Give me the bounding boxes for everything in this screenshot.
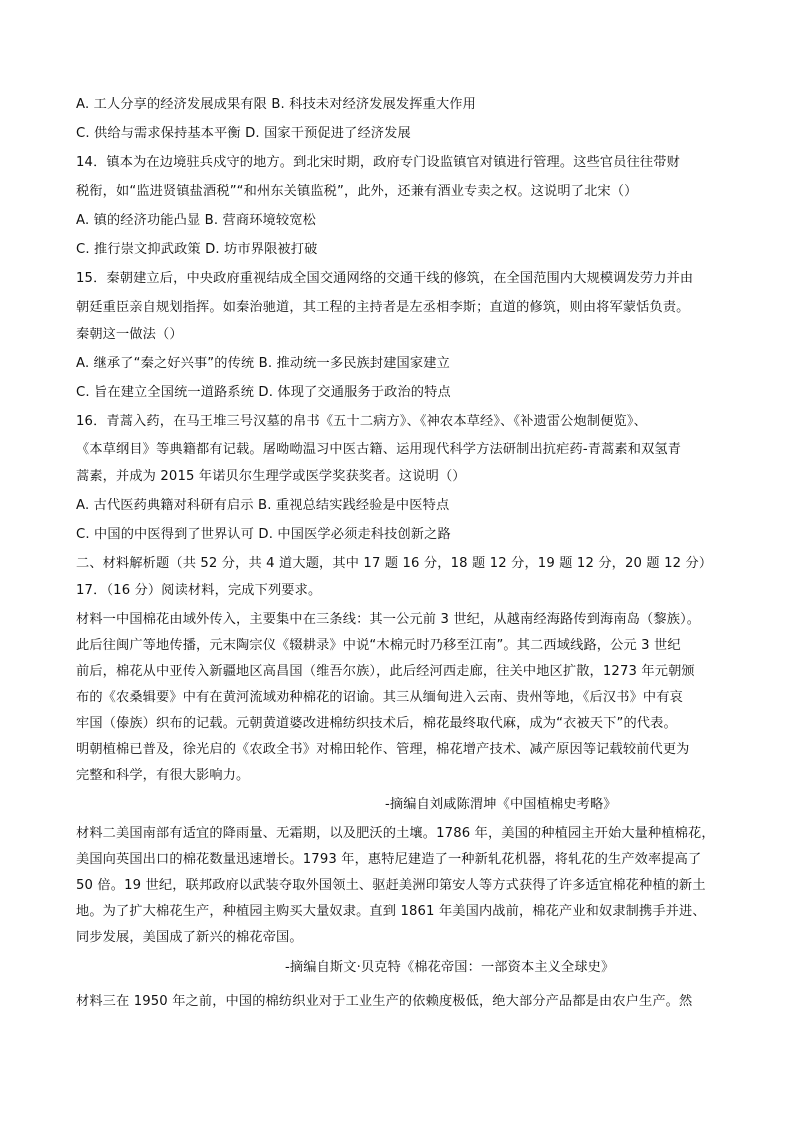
material-1-line: 明朝植棉已普及，徐光启的《农政全书》对棉田轮作、管理，棉花增产技术、减产原因等记载较前代更为 <box>76 742 690 757</box>
material-1-line: 材料一中国棉花由域外传入，主要集中在三条线：其一公元前 3 世纪，从越南经海路传到海南岛（黎族）。 <box>76 612 701 627</box>
material-2-line: 美国向英国出口的棉花数量迅速增长。1793 年，惠特尼建造了一种新轧花机器，将轧花的生产效率提高了 <box>76 852 702 867</box>
option-line: C. 中国的中医得到了世界认可 D. 中国医学必须走科技创新之路 <box>76 527 451 542</box>
material-3-line: 材料三在 1950 年之前，中国的棉纺织业对于工业生产的依赖度极低，绝大部分产品都是由农户生产。然 <box>76 994 693 1009</box>
option-line: A. 继承了“秦之好兴事”的传统 B. 推动统一多民族封建国家建立 <box>76 356 450 371</box>
question-14-line: 14．镇本为在边境驻兵戍守的地方。到北宋时期，政府专门设监镇官对镇进行管理。这些官员往往带财 <box>76 155 680 170</box>
question-15-line: 秦朝这一做法（） <box>76 327 183 342</box>
material-2-line: 地。为了扩大棉花生产，种植园主购买大量奴隶。直到 1861 年美国内战前，棉花产业和奴隶制携手并进、 <box>76 904 706 919</box>
material-1-line: 此后往闽广等地传播，元末陶宗仪《辍耕录》中说“木棉元时乃移至江南”。其二西域线路，公元 3 世纪 <box>76 638 681 653</box>
material-1-line: 牢国（傣族）织布的记载。元朝黄道婆改进棉纺织技术后，棉花最终取代麻，成为“衣被天下”的代表。 <box>76 716 677 731</box>
material-2-source: -摘编自斯文·贝克特《棉花帝国：一部资本主义全球史》 <box>285 960 615 975</box>
material-2-line: 同步发展，美国成了新兴的棉花帝国。 <box>76 930 303 945</box>
material-2-line: 材料二美国南部有适宜的降雨量、无霜期，以及肥沃的土壤。1786 年，美国的种植园主开始大量种植棉花， <box>76 826 715 841</box>
question-17-heading: 17．（16 分）阅读材料，完成下列要求。 <box>76 583 322 598</box>
material-1-line: 完整和科学，有很大影响力。 <box>76 768 250 783</box>
material-1-source: -摘编自刘咸陈渭坤《中国植棉史考略》 <box>385 797 617 812</box>
question-15-line: 朝廷重臣亲自规划指挥。如秦治驰道，其工程的主持者是左丞相李斯；直道的修筑，则由将军蒙恬负责。 <box>76 300 690 315</box>
question-16-line: 《本草纲目》等典籍都有记载。屠呦呦温习中医古籍、运用现代科学方法研制出抗疟药-青蒿素和双氢青 <box>76 442 682 457</box>
option-line: A. 古代医药典籍对科研有启示 B. 重视总结实践经验是中医特点 <box>76 498 450 513</box>
section-heading: 二、材料解析题（共 52 分，共 4 道大题，其中 17 题 16 分，18 题 12 分，19 题 12 分，20 题 12 分） <box>76 556 713 571</box>
option-line: C. 供给与需求保持基本平衡 D. 国家干预促进了经济发展 <box>76 126 411 141</box>
question-16-line: 蒿素，并成为 2015 年诺贝尔生理学或医学奖获奖者。这说明（） <box>76 469 466 484</box>
material-1-line: 前后，棉花从中亚传入新疆地区高昌国（维吾尔族），此后经河西走廊，往关中地区扩散，1273 年元朝颁 <box>76 664 695 679</box>
option-line: A. 镇的经济功能凸显 B. 营商环境较宽松 <box>76 213 316 228</box>
option-line: C. 推行崇文抑武政策 D. 坊市界限被打破 <box>76 242 318 257</box>
option-line: A. 工人分享的经济发展成果有限 B. 科技未对经济发展发挥重大作用 <box>76 97 476 112</box>
material-2-line: 50 倍。19 世纪，联邦政府以武装夺取外国领土、驱赶美洲印第安人等方式获得了许多适宜棉花种植的新土 <box>76 878 706 893</box>
material-1-line: 布的《农桑辑要》中有在黄河流域劝种棉花的诏谕。其三从缅甸进入云南、贵州等地，《后汉书》中有哀 <box>76 690 683 705</box>
option-line: C. 旨在建立全国统一道路系统 D. 体现了交通服务于政治的特点 <box>76 385 451 400</box>
question-16-line: 16．青蒿入药，在马王堆三号汉墓的帛书《五十二病方》、《神农本草经》、《补遗雷公炮制便览》、 <box>76 414 647 429</box>
question-14-line: 税衔，如“监进贤镇盐酒税”“和州东关镇监税”，此外，还兼有酒业专卖之权。这说明了北宋（） <box>76 184 638 199</box>
question-15-line: 15．秦朝建立后，中央政府重视结成全国交通网络的交通干线的修筑，在全国范围内大规模调发劳力并由 <box>76 271 694 286</box>
